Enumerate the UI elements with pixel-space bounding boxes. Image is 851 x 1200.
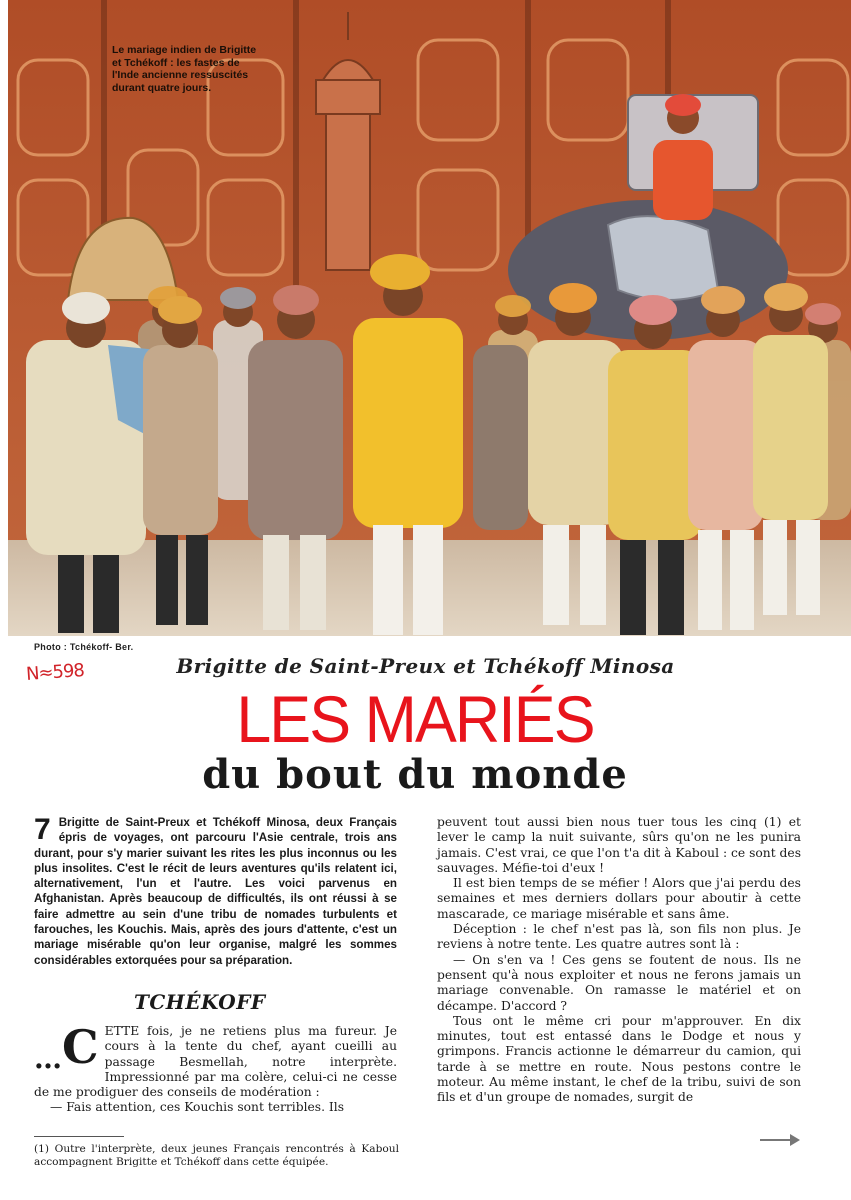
wedding-procession-illustration: [8, 0, 851, 636]
continue-arrow-icon: [760, 1132, 802, 1148]
left-column: [34, 815, 397, 1116]
body-paragraph: Tous ont le même cri pour m'approuver. En dix minutes, tout est entassé dans le Dodge et nous y grimpons. Francis actionne le démarreur du camion, qui tarde à se mettre en route. Nous pestons contre le moteur. Au même instant, le chef de la tribu, suivi de son fils et d'un groupe de nomades, surgit de: [437, 1013, 801, 1105]
body-paragraph: — Fais attention, ces Kouchis sont terribles. Ils: [50, 1100, 345, 1115]
photo-caption: Le mariage indien de Brigitte et Tchékoff : les fastes de l'Inde ancienne ressuscités durant quatre jours.: [112, 44, 257, 94]
headline-subtitle: du bout du monde: [202, 751, 628, 798]
intro-text: Brigitte de Saint-Preux et Tchékoff Minosa, deux Français épris de voyages, ont parcouru l'Asie centrale, trois ans durant, pour s'y marier suivant les rites les plus inconnus ou les plus insolites. C'est le récit de leurs aventures qu'ils relatent ici, alternativement, l'un et l'autre. Les voici parvenus en Afghanistan. Après beaucoup de difficultés, ils ont réussi à se faire admettre au sein d'une tribu de nomades turbulents et farouches, les Kouchis. Mais, après des jours d'attente, c'est un mariage misérable qu'on leur organise, malgré les sommes considérables extorquées pour sa préparation.: [34, 816, 397, 967]
byline: Brigitte de Saint-Preux et Tchékoff Minosa: [176, 654, 675, 678]
photo-credit: Photo : Tchékoff- Ber.: [34, 642, 134, 652]
section-heading: TCHÉKOFF: [134, 989, 266, 1014]
drop-cap-letter: C: [62, 1019, 99, 1074]
body-paragraph: — On s'en va ! Ces gens se foutent de nous. Ils ne pensent qu'à nous exploiter et nous ne ferons jamais un mariage convenable. On ramasse le matériel et on décampe. D'accord ?: [437, 952, 801, 1013]
footnote-rule: [34, 1136, 124, 1137]
intro-paragraph: [34, 815, 397, 968]
body-paragraph: [34, 1019, 397, 1100]
wedding-photo: [8, 0, 851, 636]
body-paragraph: Il est bien temps de se méfier ! Alors que j'ai perdu des semaines et mes derniers dollars pour aboutir à cette mascarade, ce mariage misérable et sans âme.: [437, 876, 801, 921]
drop-cap: [34, 1019, 99, 1075]
handwritten-number-stamp: N≈598: [25, 660, 85, 685]
footnote: (1) Outre l'interprète, deux jeunes Français rencontrés à Kaboul accompagnent Brigitte et Tchékoff dans cette équipée.: [34, 1143, 399, 1169]
intro-number: 7: [34, 813, 51, 846]
body-paragraph: Déception : le chef n'est pas là, son fils non plus. Je reviens à notre tente. Les quatre autres sont là :: [437, 922, 801, 952]
headline-title: LES MARIÉS: [236, 682, 594, 756]
right-column: [437, 815, 801, 1106]
body-text: ETTE fois, je ne retiens plus ma fureur. Je cours à la tente du chef, ayant cueilli au passage Besmellah, notre interprète. Impressionné par ma colère, celui-ci ne cesse de me prodiguer des conseils de modération :: [34, 1023, 397, 1100]
body-paragraph: peuvent tout aussi bien nous tuer tous les cinq (1) et lever le camp la nuit suivante, sûrs qu'on ne les punira jamais. C'est vrai, ce que l'on t'a dit à Kaboul : ce sont des sauvages. Méfie-toi d'eux !: [437, 815, 802, 875]
drop-cap-dots: …: [34, 1041, 62, 1075]
